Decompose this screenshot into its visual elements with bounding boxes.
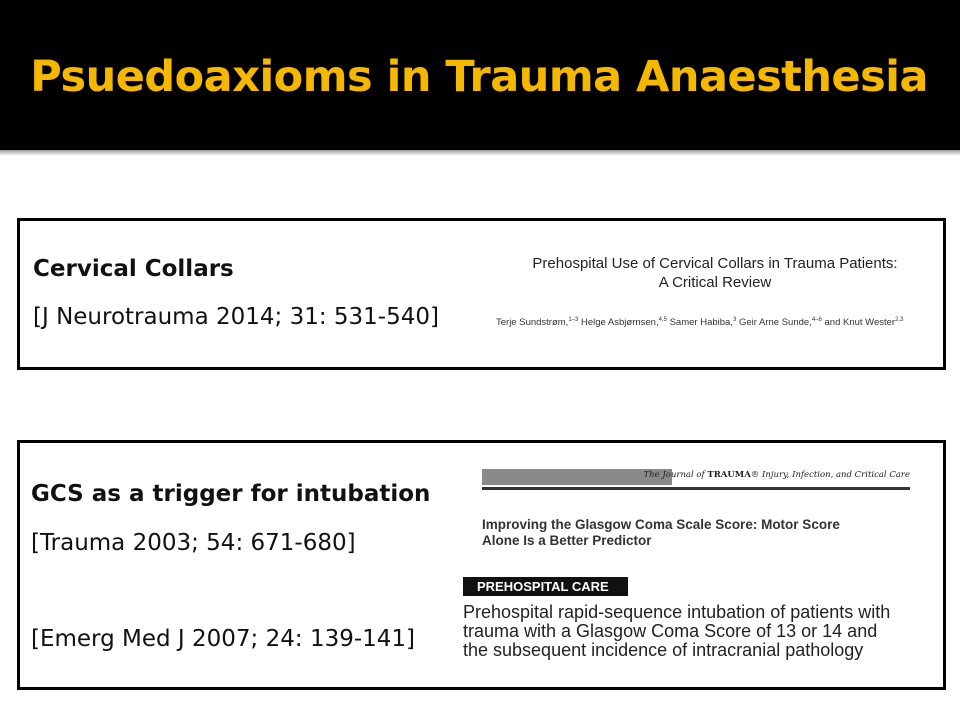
article-title-line: A Critical Review bbox=[658, 274, 772, 291]
panel-gcs-intubation bbox=[17, 440, 946, 690]
author-affiliation: 4,5 bbox=[658, 317, 667, 323]
panel-heading: Cervical Collars bbox=[33, 256, 234, 282]
journal-suffix: ® Injury, Infection, and Critical Care bbox=[750, 470, 910, 480]
article-title-line: Improving the Glasgow Coma Scale Score: Motor Score bbox=[482, 517, 840, 532]
author-name: and Knut Wester bbox=[821, 317, 896, 329]
article-title-line: Alone Is a Better Predictor bbox=[482, 533, 652, 548]
article-authors bbox=[496, 317, 903, 328]
author-affiliation: 3 bbox=[732, 317, 737, 323]
section-badge: PREHOSPITAL CARE bbox=[463, 577, 628, 596]
author-affiliation: 1–3 bbox=[568, 317, 579, 323]
panel-cervical-collars bbox=[17, 218, 946, 370]
journal-header bbox=[482, 468, 910, 490]
title-divider bbox=[0, 150, 960, 156]
author-name: Geir Arne Sunde, bbox=[736, 317, 812, 329]
author-name: Samer Habiba, bbox=[666, 317, 733, 329]
article-title-line: the subsequent incidence of intracranial pathology bbox=[463, 640, 864, 660]
author-affiliation: 2,3 bbox=[895, 317, 904, 323]
citation-reference: [J Neurotrauma 2014; 31: 531-540] bbox=[33, 304, 439, 330]
slide-title: Psuedoaxioms in Trauma Anaesthesia bbox=[30, 52, 928, 102]
author-name: Helge Asbjørnsen, bbox=[578, 317, 659, 329]
article-title-line: Prehospital Use of Cervical Collars in Trauma Patients: bbox=[532, 255, 898, 272]
citation-reference: [Emerg Med J 2007; 24: 139-141] bbox=[31, 626, 416, 652]
panel-heading: GCS as a trigger for intubation bbox=[31, 481, 431, 507]
citation-reference: [Trauma 2003; 54: 671-680] bbox=[31, 530, 356, 556]
article-clipping-title bbox=[482, 517, 902, 549]
author-name: Terje Sundstrøm, bbox=[496, 317, 569, 329]
article-title-line: Prehospital rapid-sequence intubation of patients with bbox=[463, 602, 891, 622]
journal-name bbox=[644, 470, 910, 480]
article-clipping-title bbox=[463, 603, 948, 660]
journal-title: TRAUMA bbox=[707, 470, 751, 480]
article-title-line: trauma with a Glasgow Coma Score of 13 or 14 and bbox=[463, 621, 878, 641]
journal-prefix: The Journal of bbox=[643, 470, 708, 480]
article-clipping-title bbox=[484, 254, 946, 292]
author-affiliation: 4–6 bbox=[811, 317, 822, 323]
